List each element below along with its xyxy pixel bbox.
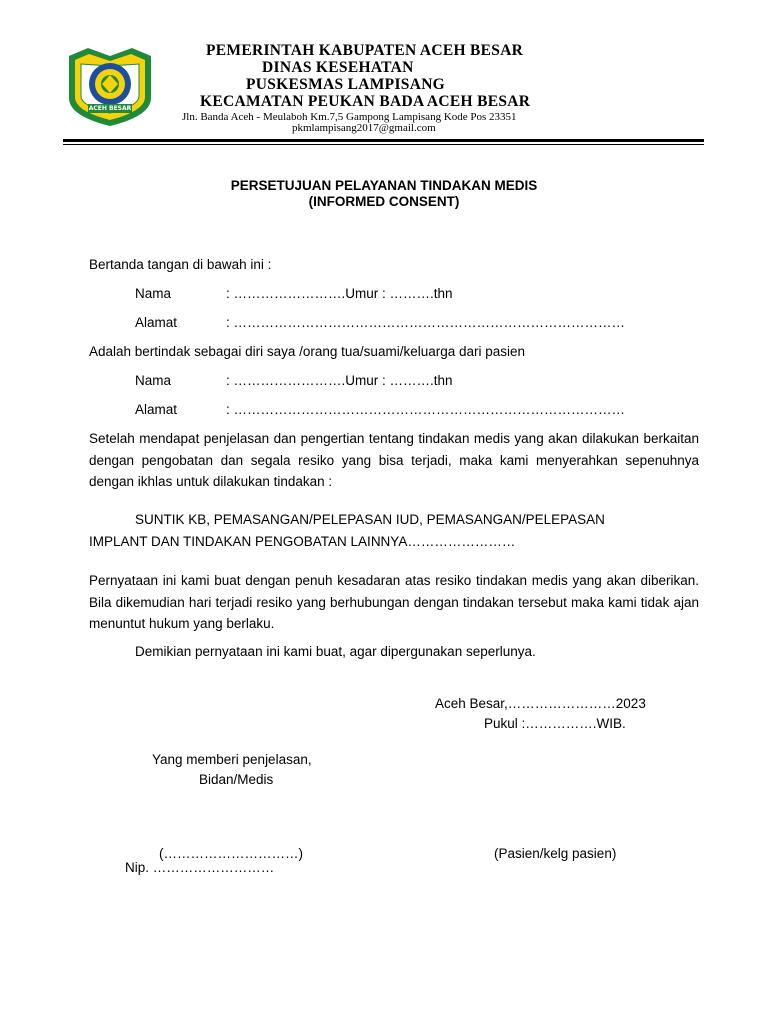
letterhead-rule-thick — [63, 139, 704, 142]
statement-paragraph: Pernyataan ini kami buat dengan penuh kesadaran atas resiko tindakan medis yang akan diberikan. Bila dikemudian hari terjadi resiko yang berhubungan dengan tindakan tersebut maka kami tidak ajan menuntut hukum yang berlaku. — [89, 573, 699, 631]
patient-address-field: : …………………………………………………………………………… — [226, 402, 626, 417]
signer-address-label: Alamat — [135, 315, 178, 330]
header-line-office: DINAS KESEHATAN — [262, 59, 414, 76]
consent-paragraph: Setelah mendapat penjelasan dan pengertian tentang tindakan medis yang akan dilakukan berkaitan dengan pengobatan dan segala resiko yang bisa terjadi, maka kami menyerahkan sepenuhnya dengan ikhlas untuk dilakukan tindakan : — [89, 431, 699, 489]
explainer-nip: Nip. ……………………… — [125, 860, 275, 875]
document-title: PERSETUJUAN PELAYANAN TINDAKAN MEDIS — [230, 178, 538, 193]
explainer-label: Yang memberi penjelasan, — [152, 752, 312, 767]
signer-name-field: : …………………….Umur : ……….thn — [226, 286, 453, 301]
procedures-line-1: SUNTIK KB, PEMASANGAN/PELEPASAN IUD, PEMASANGAN/PELEPASAN — [135, 512, 605, 527]
patient-address-label: Alamat — [135, 402, 178, 417]
aceh-besar-emblem-icon — [66, 42, 154, 128]
explainer-signature-blank: (…………………………) — [159, 846, 303, 861]
procedures-line-2: IMPLANT DAN TINDAKAN PENGOBATAN LAINNYA…………………… — [89, 534, 516, 549]
regency-logo — [66, 42, 154, 128]
signer-address-field: : …………………………………………………………………………… — [226, 315, 626, 330]
patient-name-label: Nama — [135, 373, 172, 388]
relation-text: Adalah bertindak sebagai diri saya /orang tua/suami/keluarga dari pasien — [89, 344, 526, 359]
time-field: Pukul :…………….WIB. — [484, 716, 626, 731]
header-line-district: KECAMATAN PEUKAN BADA ACEH BESAR — [200, 93, 531, 110]
header-line-government: PEMERINTAH KABUPATEN ACEH BESAR — [206, 42, 524, 59]
logo-caption: ACEH BESAR — [88, 105, 132, 112]
patient-name-field: : …………………….Umur : ……….thn — [226, 373, 453, 388]
place-date: Aceh Besar,……………………2023 — [435, 696, 646, 711]
closing-text: Demikian pernyataan ini kami buat, agar dipergunakan seperlunya. — [135, 644, 536, 659]
header-email: pkmlampisang2017@gmail.com — [292, 122, 436, 134]
explainer-role: Bidan/Medis — [199, 772, 274, 787]
document-subtitle: (INFORMED CONSENT) — [308, 194, 460, 209]
header-address: Jln. Banda Aceh - Meulaboh Km.7,5 Gampong Lampisang Kode Pos 23351 — [182, 111, 517, 123]
signer-name-label: Nama — [135, 286, 172, 301]
letterhead-rule-thin — [63, 144, 704, 145]
header-line-puskesmas: PUSKESMAS LAMPISANG — [246, 76, 446, 93]
intro-text: Bertanda tangan di bawah ini : — [89, 257, 272, 272]
patient-signature-label: (Pasien/kelg pasien) — [494, 846, 617, 861]
